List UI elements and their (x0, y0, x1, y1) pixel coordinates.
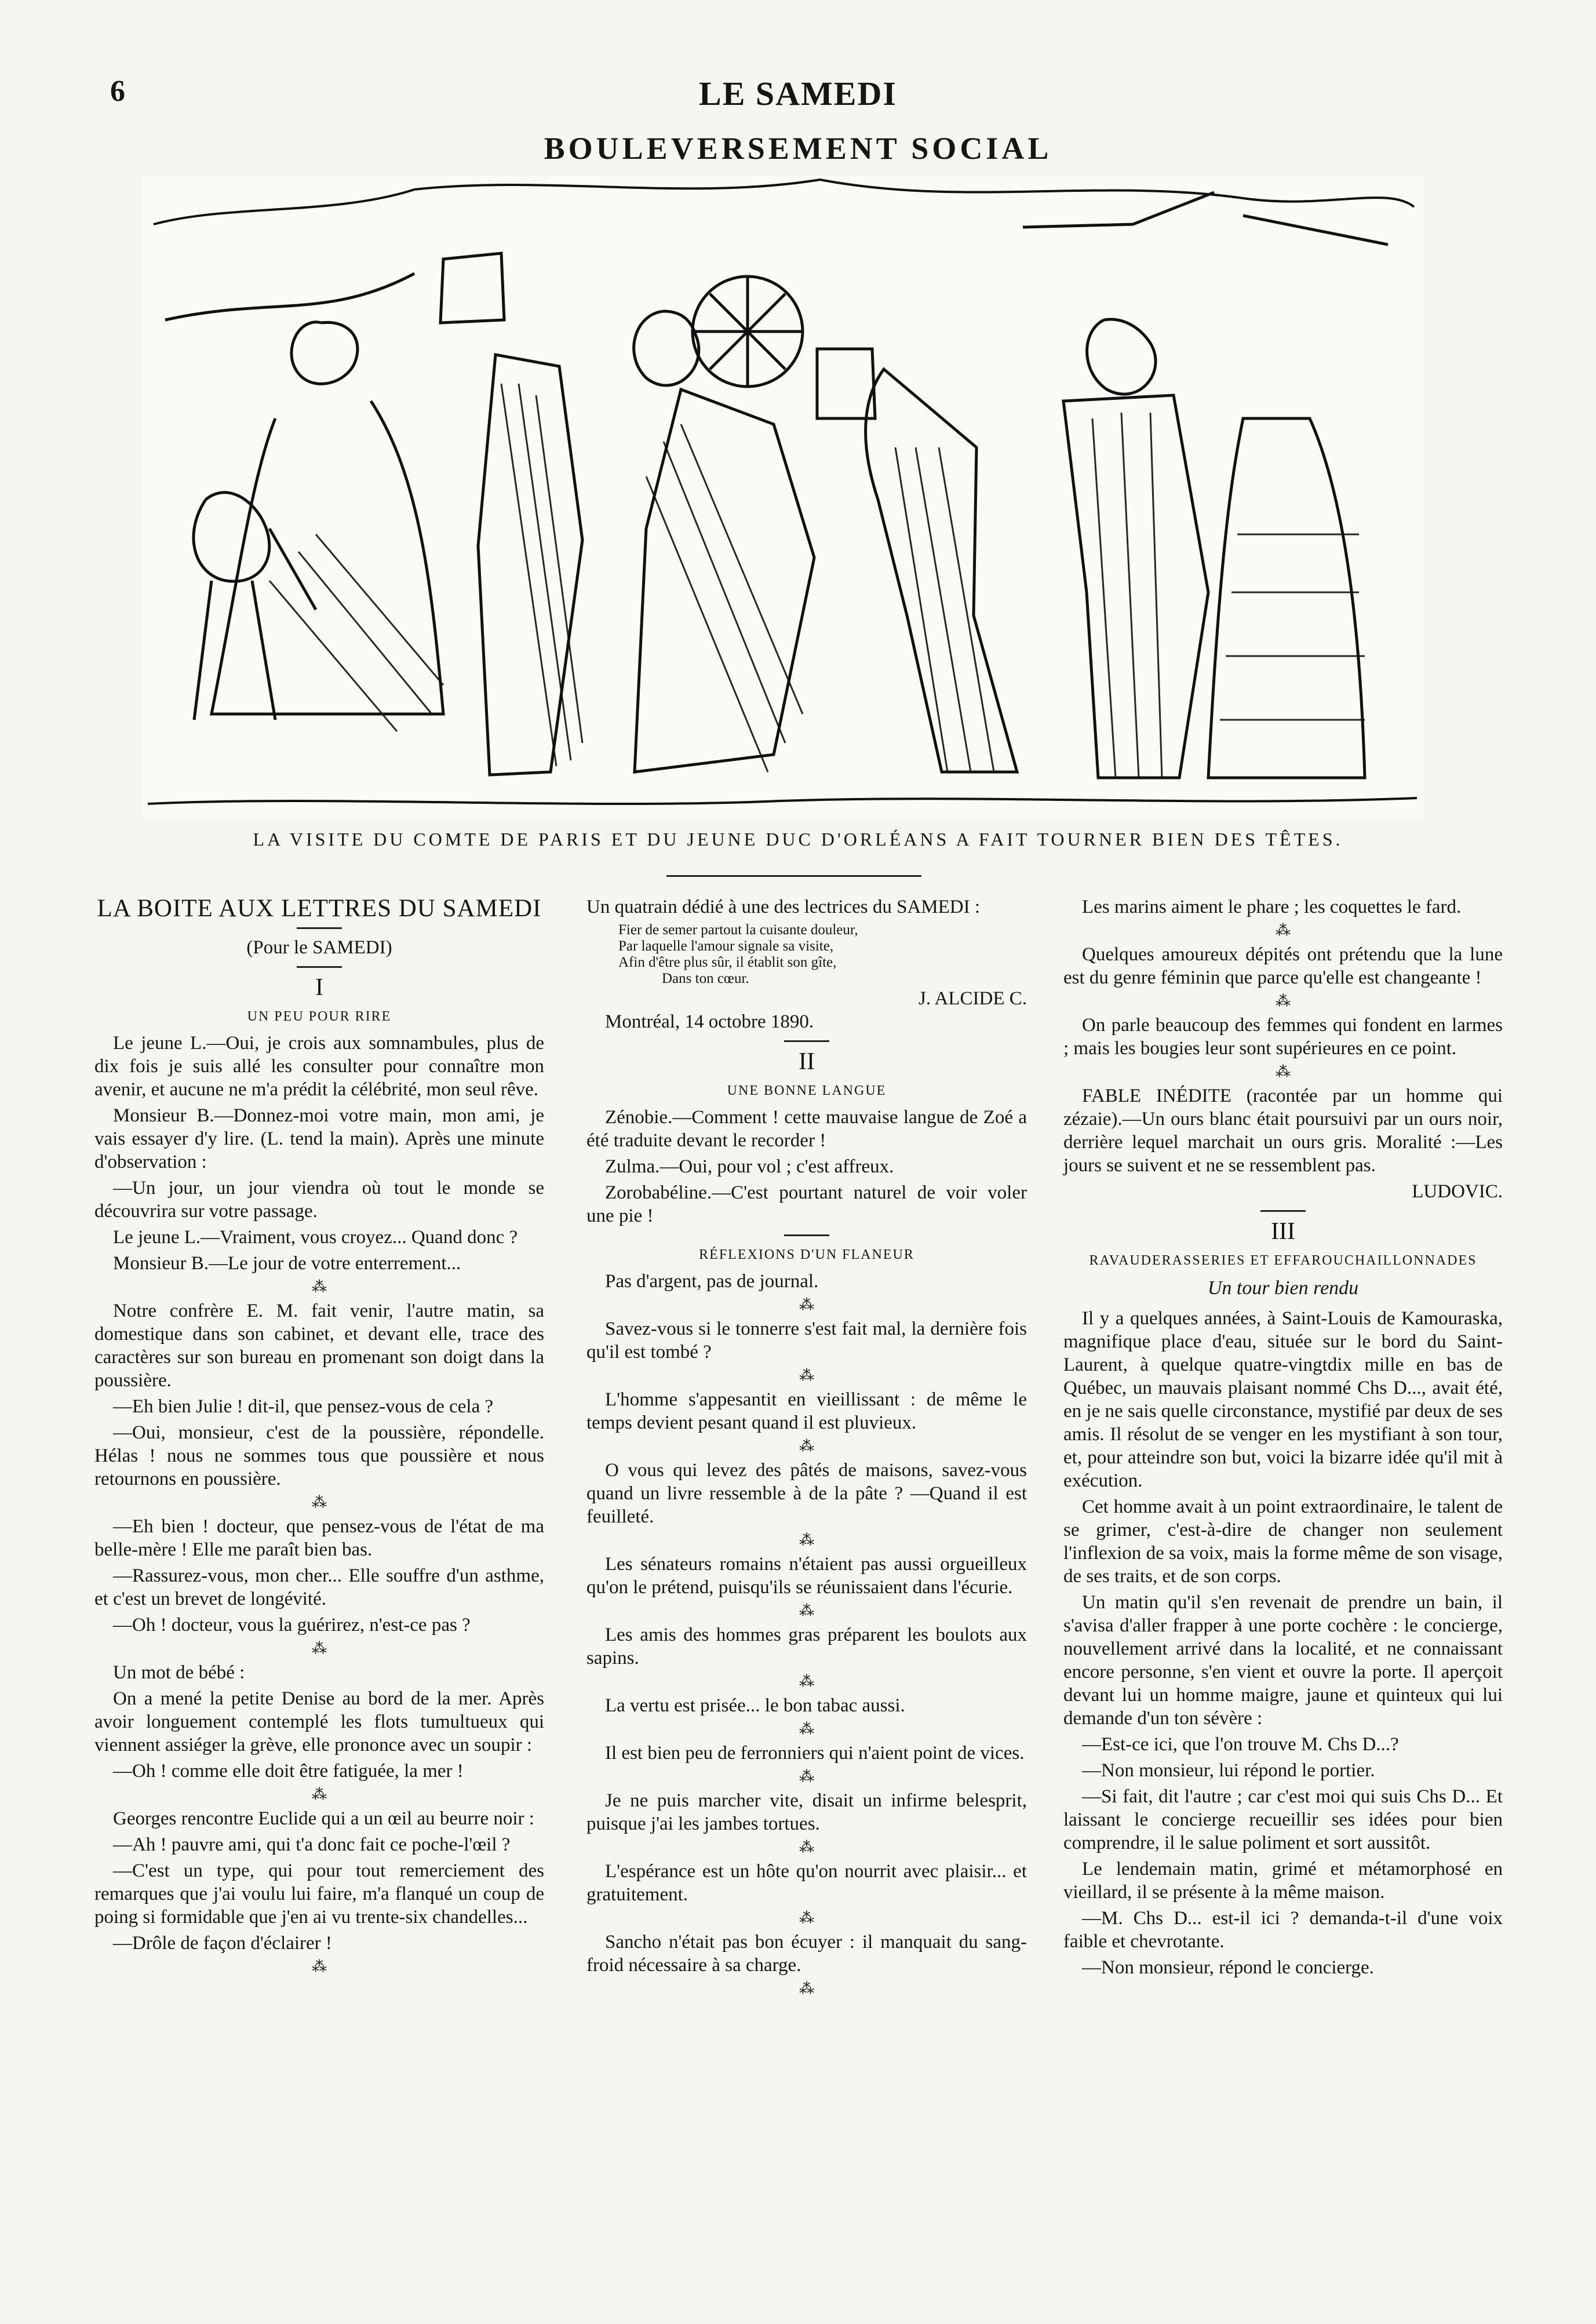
maxim: Les marins aiment le phare ; les coquettes le fard. (1082, 897, 1462, 917)
story-paragraph: —Si fait, dit l'autre ; car c'est moi qui suis Chs D... Et laissant le concierge recueillir ses idées pour bien comprendre, il le salue poliment et sort aussitôt. (1063, 1786, 1503, 1853)
engraving-drawing (142, 175, 1424, 819)
asterism: ⁂ (312, 1958, 327, 1975)
dialogue-paragraph: Zénobie.—Comment ! cette mauvaise langue de Zoé a été traduite devant le recorder ! (586, 1107, 1027, 1151)
reflections-column (586, 895, 1027, 2001)
asterism: ⁂ (312, 1494, 327, 1511)
maxim: Sancho n'était pas bon écuyer : il manquait du sang-froid nécessaire à sa charge. (586, 1932, 1027, 1976)
dialogue-paragraph: Monsieur B.—Donnez-moi votre main, mon ami, je vais essayer d'y lire. (L. tend la main). Après une minute d'observation : (94, 1105, 544, 1172)
maxim: O vous qui levez des pâtés de maisons, savez-vous quand un livre ressemble à de la pâte ? —Quand il est feuilleté. (586, 1460, 1027, 1527)
anecdote-paragraph: Un mot de bébé : (113, 1662, 245, 1683)
anecdote-paragraph: —Eh bien Julie ! dit-il, que pensez-vous de cela ? (113, 1396, 494, 1417)
street-scene-engraving (142, 175, 1424, 819)
story-paragraph: —Non monsieur, lui répond le portier. (1082, 1760, 1375, 1781)
asterism: ⁂ (799, 1980, 814, 1997)
story-paragraph: —Non monsieur, répond le concierge. (1082, 1957, 1374, 1978)
anecdote-paragraph: On a mené la petite Denise au bord de la mer. Après avoir longuement contemplé les flots tumultueux qui viennent assiéger la grève, elle prononce avec un soupir : (94, 1688, 544, 1755)
section-number-three: III (1271, 1218, 1295, 1245)
story-paragraph: Cet homme avait à un point extraordinaire, le talent de se grimer, c'est-à-dire de changer non seulement l'inflexion de sa voix, mais la forme même de son visage, de ses traits, et de son corps. (1063, 1496, 1503, 1587)
maxim: Savez-vous si le tonnerre s'est fait mal, la dernière fois qu'il est tombé ? (586, 1318, 1027, 1363)
anecdote-paragraph: —C'est un type, qui pour tout remerciement des remarques que j'ai voulu lui faire, m'a flanqué un coup de poing si formidable que j'en ai vu trente-six chandelles... (94, 1860, 544, 1928)
asterism: ⁂ (799, 1367, 814, 1384)
section-heading: UNE BONNE LANGUE (727, 1083, 887, 1098)
mailbox-column (94, 895, 544, 1979)
story-paragraph: Un matin qu'il s'en revenait de prendre un bain, il s'avisa d'aller frapper à une porte cochère : le concierge, nouvellement arrivé dans la localité, et ne connaissant encore personne, s'en vient et ouvre la porte. Il aperçoit devant lui un homme maigre, jaune et quinteux qui lui demande d'un ton sévère : (1063, 1592, 1503, 1729)
section-heading: RAVAUDERASSERIES ET EFFAROUCHAILLONNADES (1089, 1253, 1477, 1268)
story-paragraph: Le lendemain matin, grimé et métamorphosé en vieillard, il se présente à la même maison. (1063, 1859, 1503, 1903)
asterism: ⁂ (312, 1640, 327, 1657)
asterism: ⁂ (799, 1602, 814, 1619)
stories-column (1063, 895, 1503, 1982)
quatrain (618, 922, 1027, 987)
dialogue-paragraph: Zulma.—Oui, pour vol ; c'est affreux. (605, 1156, 894, 1177)
dialogue-paragraph: Zorobabéline.—C'est pourtant naturel de voir voler une pie ! (586, 1182, 1027, 1226)
section-number-one: I (315, 974, 323, 1001)
author-signature: J. ALCIDE C. (918, 988, 1027, 1009)
column-divider (1260, 1210, 1306, 1212)
poem-line: Fier de semer partout la cuisante douleur, (618, 922, 858, 938)
asterism: ⁂ (799, 1910, 814, 1926)
asterism: ⁂ (1276, 922, 1291, 939)
quatrain-intro: Un quatrain dédié à une des lectrices du SAMEDI : (586, 897, 981, 917)
maxim: On parle beaucoup des femmes qui fondent en larmes ; mais les bougies leur sont supérieures en ce point. (1063, 1015, 1503, 1059)
asterism: ⁂ (1276, 993, 1291, 1010)
column-divider (784, 1040, 829, 1042)
section-number-two: II (799, 1048, 815, 1075)
mailbox-title: LA BOITE AUX LETTRES DU SAMEDI (97, 895, 542, 922)
anecdote-paragraph: Notre confrère E. M. fait venir, l'autre matin, sa domestique dans son cabinet, et devant elle, trace des caractères sur son bureau en promenant son doigt dans la poussière. (94, 1301, 544, 1391)
author-signature: LUDOVIC. (1412, 1181, 1503, 1202)
asterism: ⁂ (1276, 1063, 1291, 1080)
section-heading: UN PEU POUR RIRE (247, 1009, 392, 1024)
dialogue-paragraph: —Un jour, un jour viendra où tout le monde se découvrira sur votre passage. (94, 1178, 544, 1222)
column-divider (297, 927, 342, 929)
anecdote-paragraph: Georges rencontre Euclide qui a un œil au beurre noir : (113, 1808, 534, 1829)
dateline: Montréal, 14 octobre 1890. (605, 1011, 814, 1032)
asterism: ⁂ (799, 1296, 814, 1313)
illustration-title: BOULEVERSEMENT SOCIAL (544, 131, 1052, 166)
maxim: L'espérance est un hôte qu'on nourrit avec plaisir... et gratuitement. (586, 1861, 1027, 1905)
fable: FABLE INÉDITE (racontée par un homme qui zézaie).—Un ours blanc était poursuivi par un ours noir, derrière lequel marchait un ours gris. Moralité :—Les jours se suivent et ne se ressemblent pas. (1063, 1085, 1503, 1176)
anecdote-paragraph: —Oui, monsieur, c'est de la poussière, répondelle. Hélas ! nous ne sommes tous que poussière et nous retournons en poussière. (94, 1422, 544, 1489)
anecdote-paragraph: —Ah ! pauvre ami, qui t'a donc fait ce poche-l'œil ? (113, 1834, 511, 1855)
asterism: ⁂ (799, 1438, 814, 1455)
maxim: Quelques amoureux dépités ont prétendu que la lune est du genre féminin que parce qu'elle est changeante ! (1063, 944, 1503, 988)
anecdote-paragraph: —Oh ! docteur, vous la guérirez, n'est-ce pas ? (113, 1615, 471, 1635)
maxim: Il est bien peu de ferronniers qui n'aient point de vices. (605, 1743, 1025, 1764)
maxim: Les sénateurs romains n'étaient pas aussi orgueilleux qu'on le prétend, puisqu'ils se réunissaient dans l'écurie. (586, 1554, 1027, 1598)
dialogue-paragraph: Le jeune L.—Oui, je crois aux somnambules, plus de dix fois je suis allé les consulter pour connaître mon avenir, et aucune ne m'a prédit la célébrité, mon seul rêve. (94, 1033, 544, 1100)
anecdote-paragraph: —Eh bien ! docteur, que pensez-vous de l'état de ma belle-mère ! Elle me paraît bien bas. (94, 1516, 544, 1560)
story-paragraph: Il y a quelques années, à Saint-Louis de Kamouraska, magnifique place d'eau, située sur le bord du Saint-Laurent, à quelque quatre-vingtdix mille en bas de Québec, un mauvais plaisant nommé Chs D..., avait été, en je ne sais quelle circonstance, mystifié par deux de ses amis. Il résolut de se venger en les mystifiant à son tour, et, pour atteindre son but, voici la bizarre idée qu'il mit à exécution. (1063, 1308, 1503, 1491)
maxim: L'homme s'appesantit en vieillissant : de même le temps devient pesant quand il est pluvieux. (586, 1389, 1027, 1433)
page-number: 6 (110, 75, 125, 108)
asterism: ⁂ (799, 1839, 814, 1856)
newspaper-title: LE SAMEDI (699, 75, 897, 112)
asterism: ⁂ (312, 1278, 327, 1295)
asterism: ⁂ (799, 1768, 814, 1785)
caption-rule (666, 875, 921, 877)
anecdote-paragraph: —Oh ! comme elle doit être fatiguée, la mer ! (113, 1761, 464, 1782)
reflections-heading: RÉFLEXIONS D'UN FLANEUR (699, 1247, 914, 1262)
story-title: Un tour bien rendu (1207, 1277, 1359, 1299)
story-paragraph: —Est-ce ici, que l'on trouve M. Chs D...? (1082, 1734, 1399, 1755)
asterism: ⁂ (799, 1532, 814, 1549)
poem-line: Dans ton cœur. (662, 971, 749, 986)
maxim: Les amis des hommes gras préparent les boulots aux sapins. (586, 1624, 1027, 1669)
anecdote-paragraph: —Rassurez-vous, mon cher... Elle souffre d'un asthme, et c'est un brevet de longévité. (94, 1565, 544, 1609)
asterism: ⁂ (312, 1786, 327, 1803)
mailbox-byline: (Pour le SAMEDI) (246, 937, 392, 958)
anecdote-paragraph: —Drôle de façon d'éclairer ! (113, 1933, 332, 1954)
poem-line: Par laquelle l'amour signale sa visite, (618, 938, 834, 954)
column-divider (297, 966, 342, 968)
column-divider (784, 1234, 829, 1236)
asterism: ⁂ (799, 1721, 814, 1737)
maxim: Je ne puis marcher vite, disait un infirme belesprit, puisque j'ai les jambes tortues. (586, 1790, 1027, 1834)
dialogue-paragraph: Monsieur B.—Le jour de votre enterrement... (113, 1253, 461, 1274)
story-paragraph: —M. Chs D... est-il ici ? demanda-t-il d'une voix faible et chevrotante. (1063, 1908, 1503, 1952)
poem-line: Afin d'être plus sûr, il établit son gîte, (618, 955, 837, 970)
maxim: La vertu est prisée... le bon tabac aussi. (605, 1695, 905, 1716)
asterism: ⁂ (799, 1673, 814, 1690)
illustration-caption: LA VISITE DU COMTE DE PARIS ET DU JEUNE DUC D'ORLÉANS A FAIT TOURNER BIEN DES TÊTES. (253, 829, 1343, 850)
dialogue-paragraph: Le jeune L.—Vraiment, vous croyez... Quand donc ? (113, 1227, 518, 1248)
maxim: Pas d'argent, pas de journal. (605, 1271, 819, 1292)
